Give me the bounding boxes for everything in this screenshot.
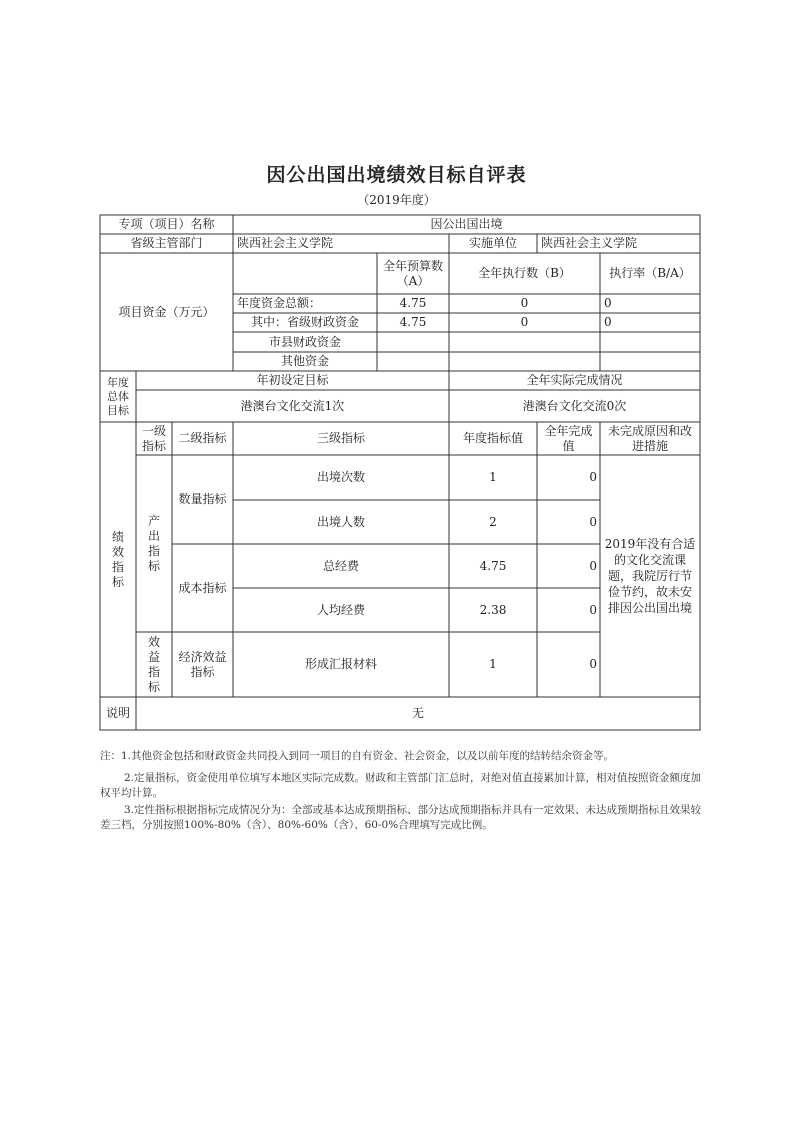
indicator-name: 形成汇报材料 <box>304 657 377 671</box>
funds-col-rate: 执行率（B/A） <box>609 266 691 280</box>
note-2: 2.定量指标，资金使用单位填写本地区实际完成数。财政和主管部门汇总时，对绝对值直接累加计算，相对值按照资金额度加权平均计算。 <box>100 772 702 799</box>
indicator-target: 1 <box>489 657 497 671</box>
note-3: 3.定性指标根据指标完成情况分为：全部或基本达成预期指标、部分达成预期指标并具有一定效果、未达成预期指标且效果较差三档，分别按照100%-80%（含）、80%-60%（含）、60-0%合理填写完成比例。 <box>100 804 702 831</box>
funds-row-budget <box>377 332 449 352</box>
indicator-name: 出境人数 <box>316 514 365 529</box>
explain-label: 说明 <box>105 706 130 720</box>
note-1: 注：1.其他资金包括和财政资金共同投入到同一项目的自有资金、社会资金，以及以前年度的结转结余资金等。 <box>100 750 615 762</box>
benefit-indicator-label: 效益指标 <box>147 634 160 694</box>
goal-actual: 港澳台文化交流0次 <box>522 398 627 413</box>
funds-row-budget <box>377 352 449 371</box>
indicator-actual: 0 <box>589 558 597 573</box>
funds-row-budget: 4.75 <box>399 296 427 310</box>
header-level2: 二级指标 <box>178 431 227 445</box>
funds-row-name: 年度资金总额： <box>237 296 322 310</box>
goal-planned: 港澳台文化交流1次 <box>240 398 345 413</box>
funds-row-budget: 4.75 <box>399 315 427 329</box>
indicator-target: 2 <box>489 514 497 529</box>
indicator-target: 1 <box>489 470 497 484</box>
goal-label: 年度总体目标 <box>107 375 129 417</box>
page-title: 因公出国出境绩效目标自评表 <box>266 164 527 186</box>
dept-value: 陕西社会主义学院 <box>237 236 334 250</box>
funds-row-rate: 0 <box>604 315 612 329</box>
header-actual: 全年完成值 <box>544 423 593 453</box>
goal-planned-header: 年初设定目标 <box>256 373 329 387</box>
header-reason: 未完成原因和改进措施 <box>607 423 692 453</box>
indicator-target: 4.75 <box>479 558 507 573</box>
header-level1: 一级指标 <box>141 423 166 453</box>
incomplete-reason: 2019年没有合适的文化交流课题，我院厉行节俭节约，故未安排因公出国出境 <box>604 537 696 615</box>
funds-row-exec: 0 <box>520 296 529 310</box>
indicator-actual: 0 <box>589 514 597 529</box>
indicator-actual: 0 <box>589 602 597 617</box>
indicator-name: 总经费 <box>322 558 359 573</box>
page-subtitle: （2019年度） <box>357 193 436 207</box>
output-indicator-label: 产出指标 <box>147 513 160 573</box>
funds-row-rate <box>600 332 700 352</box>
header-level3: 三级指标 <box>316 431 365 445</box>
indicators-section-label: 绩效指标 <box>111 529 124 589</box>
funds-row-exec <box>449 332 600 352</box>
funds-col-budget: 全年预算数（A） <box>382 258 443 288</box>
funds-row-name: 其中：省级财政资金 <box>250 315 359 329</box>
impl-value: 陕西社会主义学院 <box>541 236 638 250</box>
funds-label: 项目资金（万元） <box>118 304 215 319</box>
funds-row-exec: 0 <box>520 315 529 329</box>
quantity-indicator-label: 数量指标 <box>178 492 227 506</box>
project-name-label: 专项（项目）名称 <box>118 217 215 231</box>
funds-row-name: 其他资金 <box>280 354 329 368</box>
indicator-actual: 0 <box>589 470 597 484</box>
funds-row-rate <box>600 352 700 371</box>
indicator-name: 人均经费 <box>316 602 365 617</box>
indicator-actual: 0 <box>589 657 597 671</box>
economic-indicator-label: 经济效益指标 <box>178 649 227 679</box>
funds-row-exec <box>449 352 600 371</box>
header-target: 年度指标值 <box>462 431 523 445</box>
cost-indicator-label: 成本指标 <box>178 580 227 595</box>
project-name-value: 因公出国出境 <box>430 217 503 231</box>
funds-col-exec: 全年执行数（B） <box>478 266 571 280</box>
dept-label: 省级主管部门 <box>130 236 203 250</box>
indicator-target: 2.38 <box>479 602 507 617</box>
funds-row-rate: 0 <box>604 296 612 310</box>
funds-row-name: 市县财政资金 <box>268 334 341 349</box>
goal-actual-header: 全年实际完成情况 <box>526 373 623 387</box>
explain-value: 无 <box>411 706 424 720</box>
impl-label: 实施单位 <box>468 236 517 250</box>
indicator-name: 出境次数 <box>316 470 365 484</box>
